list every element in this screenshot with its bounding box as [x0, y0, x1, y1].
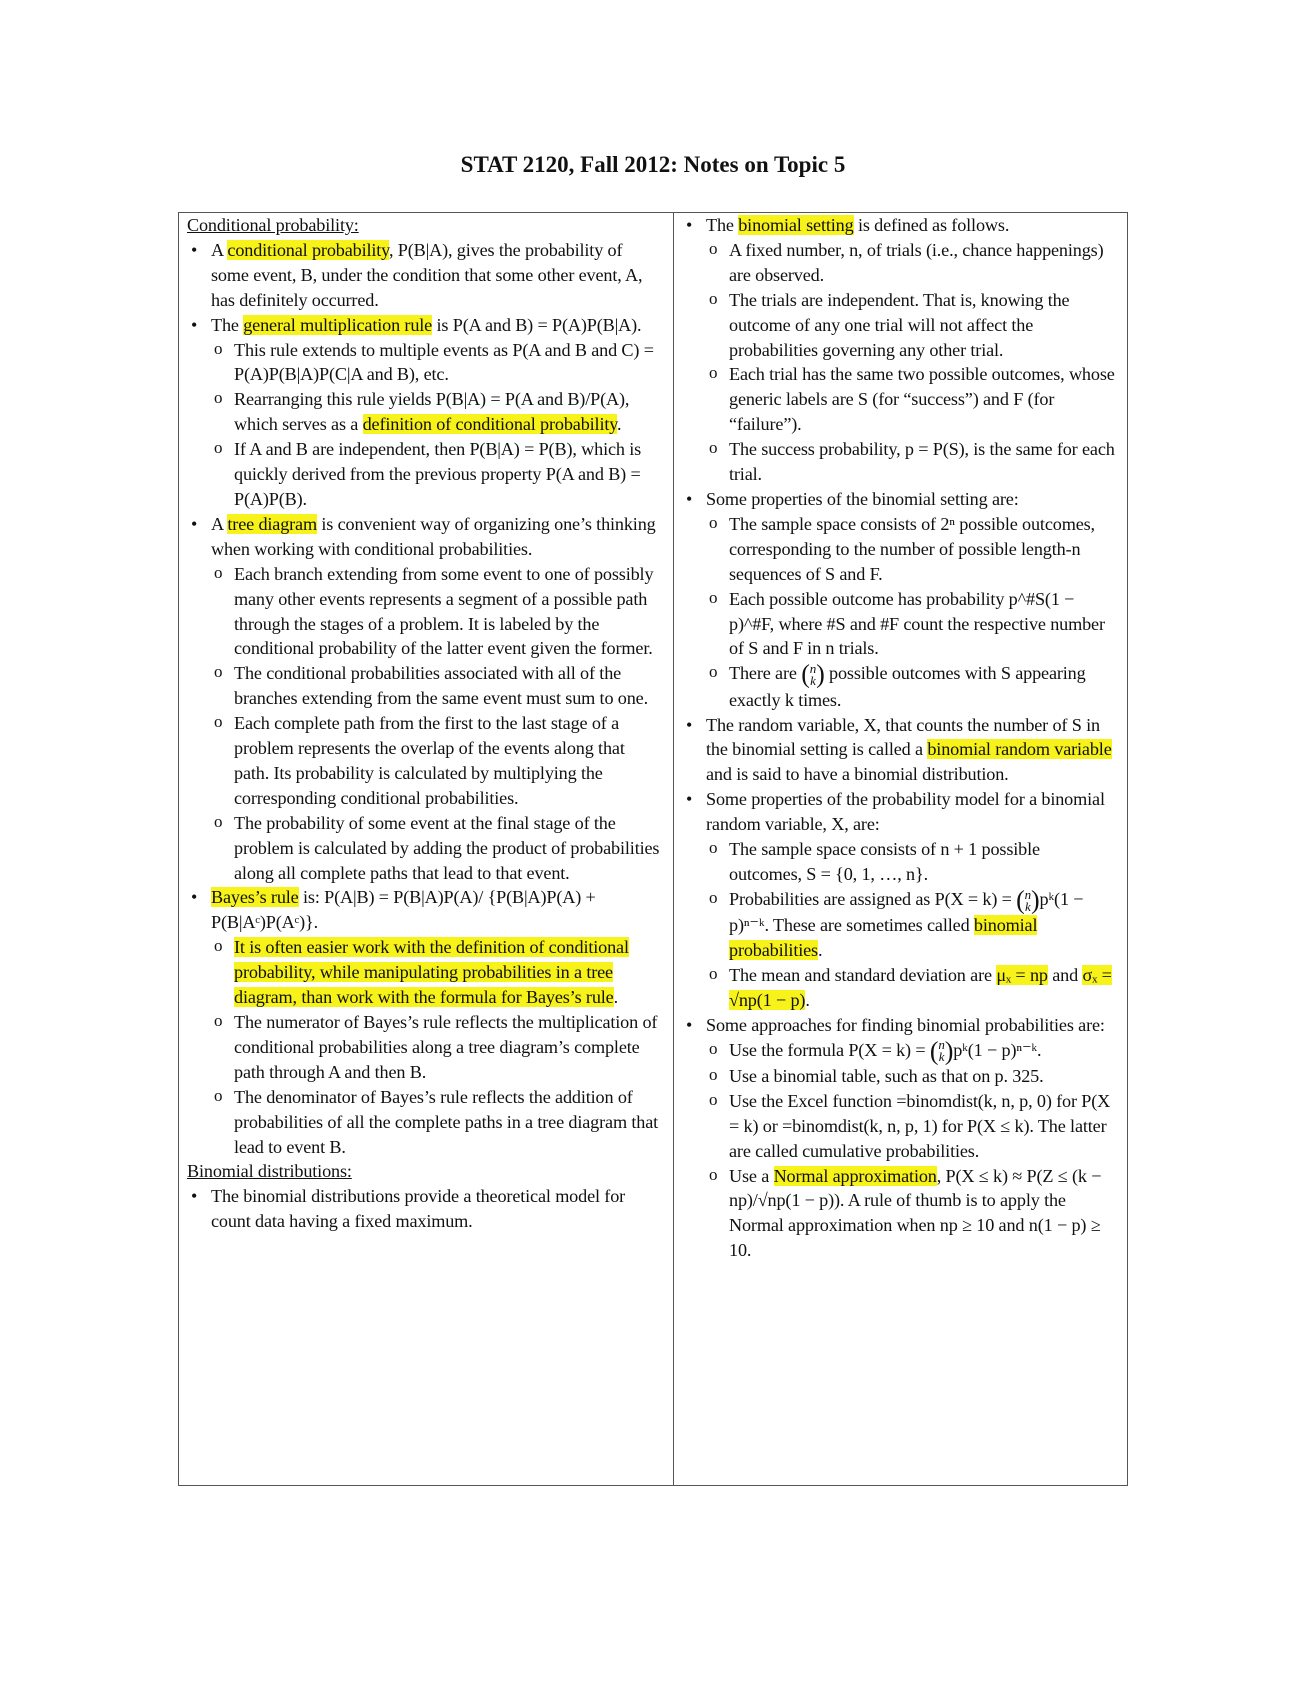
highlight-sd: σₓ = √np(1 − p) [729, 964, 1112, 1010]
sub-bullet-independence: o If A and B are independent, then P(B|A) = P(B), which is quickly derived from the previous property P(A and B) = P(A)P(B). [189, 437, 663, 512]
bullet-model-properties: • Some properties of the probability model for a binomial random variable, X, are: [684, 787, 1117, 837]
sub-bullet-fixed-trials: o A fixed number, n, of trials (i.e., chance happenings) are observed. [684, 238, 1117, 288]
bullet-setting-properties: • Some properties of the binomial setting are: [684, 487, 1117, 512]
bullet-bayes-rule: • Bayes’s rule is: P(A|B) = P(B|A)P(A)/ {P(B|A)P(A) + P(B|Aᶜ)P(Aᶜ)}. [189, 885, 663, 935]
sub-bullet-success-probability: o The success probability, p = P(S), is the same for each trial. [684, 437, 1117, 487]
sub-bullet-binomial-probabilities: o Probabilities are assigned as P(X = k) = ( n k )pᵏ(1 − p)ⁿ⁻ᵏ. These are sometimes called binomial probabilities. [684, 887, 1117, 963]
sub-bullet-bayes-numerator: o The numerator of Bayes’s rule reflects the multiplication of conditional probabilities along a tree diagram’s complete path through A and then B. [189, 1010, 663, 1085]
sub-bullet-outcome-probability: o Each possible outcome has probability p^#S(1 − p)^#F, where #S and #F count the respective number of S and F in n trials. [684, 587, 1117, 662]
bullet-binomial-setting: • The binomial setting is defined as follows. [684, 213, 1117, 238]
page-title: STAT 2120, Fall 2012: Notes on Topic 5 [460, 152, 846, 177]
sub-bullet-independent-trials: o The trials are independent. That is, knowing the outcome of any one trial will not affect the probabilities governing any other trial. [684, 288, 1117, 363]
highlight-mean: μₓ = np [996, 964, 1048, 985]
highlight-term: general multiplication rule [243, 314, 433, 335]
heading-conditional-probability: Conditional probability: [187, 215, 359, 235]
bullet-binomial-random-variable: • The random variable, X, that counts the number of S in the binomial setting is called a binomial random variable and is said to have a binomial distribution. [684, 713, 1117, 788]
highlight-term: conditional probability [227, 239, 389, 260]
bullet-binomial-intro: • The binomial distributions provide a theoretical model for count data having a fixed maximum. [189, 1184, 663, 1234]
binomial-coefficient: n k [1024, 886, 1032, 914]
highlight-term: binomial random variable [927, 739, 1112, 760]
sub-bullet-tree-sum: o The conditional probabilities associated with all of the branches extending from the same event must sum to one. [189, 661, 663, 711]
bullet-approaches: • Some approaches for finding binomial probabilities are: [684, 1013, 1117, 1038]
sub-bullet-outcome-count: o There are ( n k ) possible outcomes with S appearing exactly k times. [684, 661, 1117, 712]
sub-bullet-bayes-easier: o It is often easier work with the definition of conditional probability, while manipulating probabilities in a tree diagram, than work with the formula for Bayes’s rule. [189, 935, 663, 1010]
bullet-conditional-probability: • A conditional probability, P(B|A), gives the probability of some event, B, under the condition that some other event, A, has definitely occurred. [189, 238, 663, 313]
sub-bullet-two-outcomes: o Each trial has the same two possible outcomes, whose generic labels are S (for “success”) and F (for “failure”). [684, 362, 1117, 437]
highlight-term: binomial probabilities [729, 915, 1038, 961]
sub-bullet-binomial-table: o Use a binomial table, such as that on p. 325. [684, 1064, 1117, 1089]
highlight-term: tree diagram [227, 513, 317, 534]
highlight-term: It is often easier work with the definition of conditional probability, while manipulating probabilities in a tree diagram, than work with the formula for Bayes’s rule [234, 937, 629, 1008]
highlight-term: Bayes’s rule [211, 887, 299, 908]
highlight-term: Normal approximation [773, 1165, 937, 1186]
sub-bullet-tree-final: o The probability of some event at the final stage of the problem is calculated by adding the product of probabilities along all complete paths that lead to that event. [189, 811, 663, 886]
heading-binomial-distributions: Binomial distributions: [187, 1161, 352, 1182]
highlight-term: definition of conditional probability [362, 414, 618, 435]
sub-bullet-excel-function: o Use the Excel function =binomdist(k, n, p, 0) for P(X = k) or =binomdist(k, n, p, 1) for P(X ≤ k). The latter are called cumulative probabilities. [684, 1089, 1117, 1164]
right-column [674, 213, 1128, 1486]
sub-bullet-bayes-denominator: o The denominator of Bayes’s rule reflects the addition of probabilities of all the complete paths in a tree diagram that lead to event B. [189, 1085, 663, 1160]
binomial-coefficient: n k [809, 661, 817, 689]
bullet-tree-diagram: • A tree diagram is convenient way of organizing one’s thinking when working with conditional probabilities. [189, 512, 663, 562]
sub-bullet-normal-approximation: o Use a Normal approximation, P(X ≤ k) ≈ P(Z ≤ (k − np)/√np(1 − p)). A rule of thumb is to apply the Normal approximation when np ≥ 10 and n(1 − p) ≥ 10. [684, 1164, 1117, 1264]
sub-bullet-rule-extension: o This rule extends to multiple events as P(A and B and C) = P(A)P(B|A)P(C|A and B), etc. [189, 338, 663, 388]
left-column [179, 213, 674, 1486]
highlight-term: binomial setting [738, 215, 854, 235]
binomial-coefficient: n k [938, 1037, 945, 1065]
sub-bullet-rearranging: o Rearranging this rule yields P(B|A) = P(A and B)/P(A), which serves as a definition of conditional probability. [189, 387, 663, 437]
sub-bullet-mean-sd: o The mean and standard deviation are μₓ = np and σₓ = √np(1 − p). [684, 963, 1117, 1013]
sub-bullet-tree-path: o Each complete path from the first to the last stage of a problem represents the overlap of the events along that path. Its probability is calculated by multiplying the corresponding conditional probabilities. [189, 711, 663, 811]
sub-bullet-formula: o Use the formula P(X = k) = ( n k )pᵏ(1 − p)ⁿ⁻ᵏ. [684, 1038, 1117, 1064]
notes-table [178, 212, 1128, 1486]
sub-bullet-sample-space: o The sample space consists of 2ⁿ possible outcomes, corresponding to the number of possible length-n sequences of S and F. [684, 512, 1117, 587]
sub-bullet-tree-branch: o Each branch extending from some event to one of possibly many other events represents a segment of a possible path through the stages of a problem. It is labeled by the conditional probability of the latter event given the former. [189, 562, 663, 662]
sub-bullet-model-sample-space: o The sample space consists of n + 1 possible outcomes, S = {0, 1, …, n}. [684, 837, 1117, 887]
bullet-general-multiplication-rule: • The general multiplication rule is P(A and B) = P(A)P(B|A). [189, 313, 663, 338]
